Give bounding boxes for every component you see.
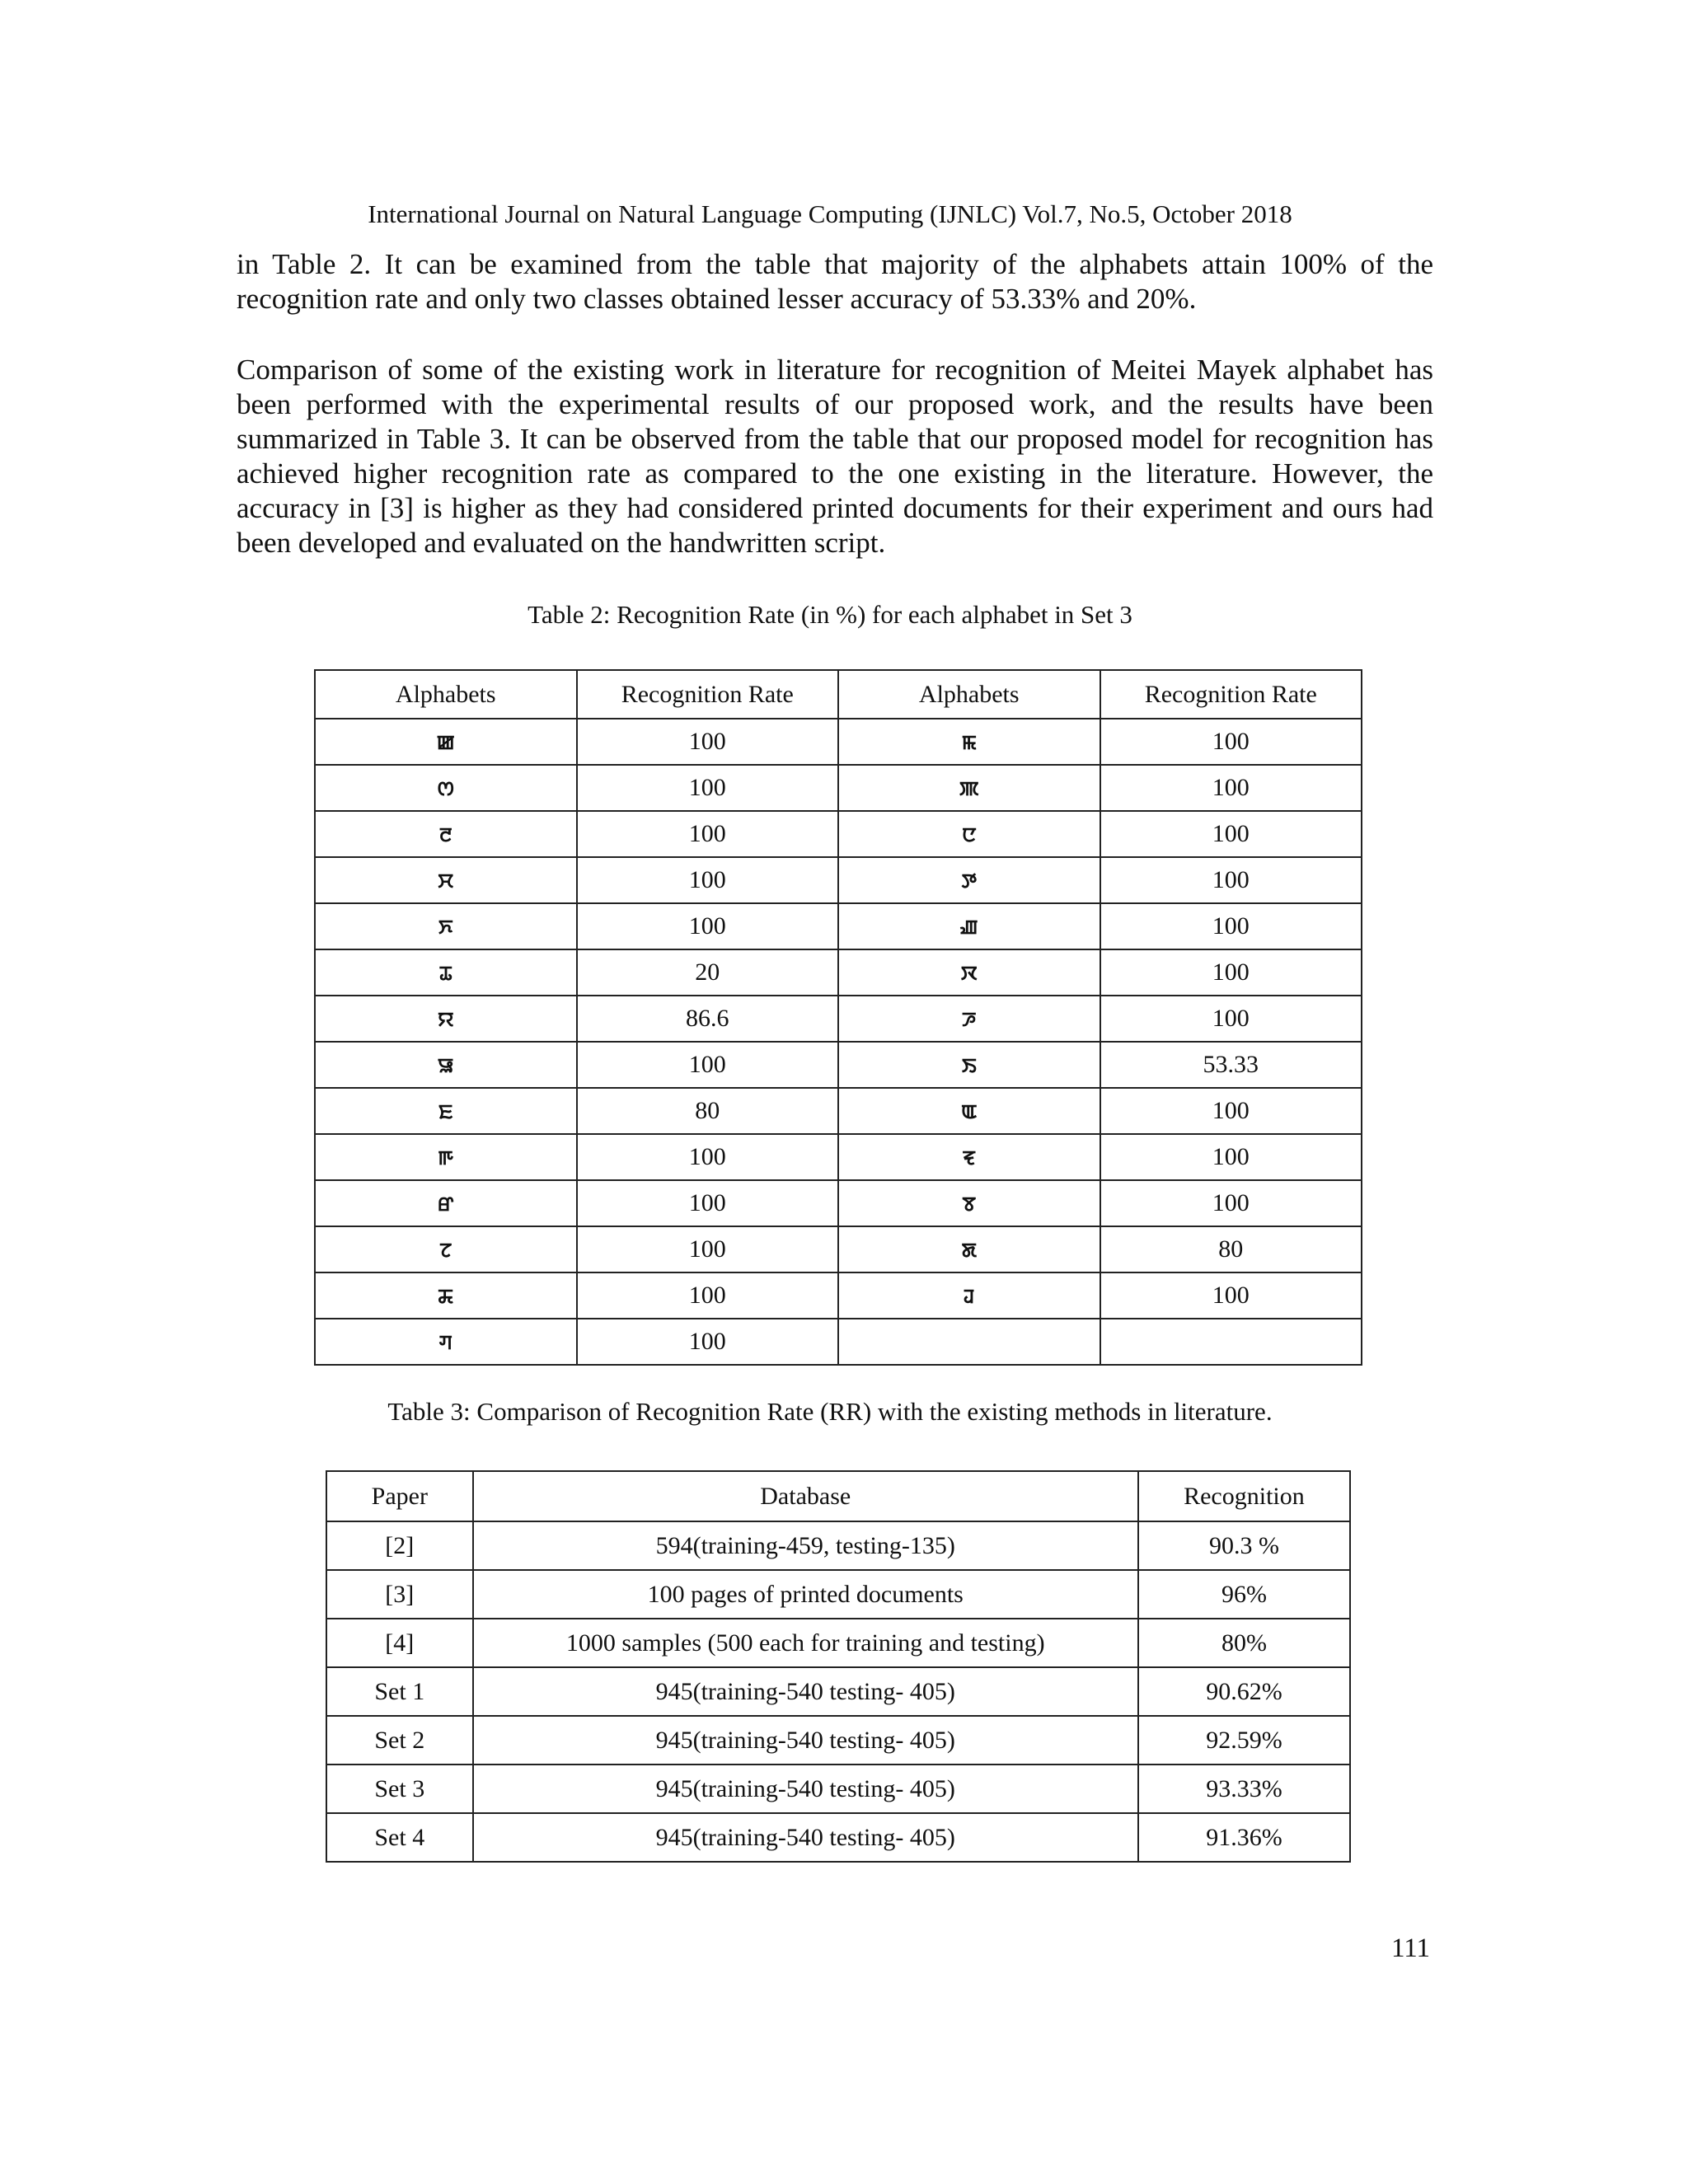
alphabet-glyph: ꯍ [962,1008,977,1031]
table-row [315,765,1362,811]
table-2-header-cell: Recognition Rate [577,670,839,719]
paper-cell: Set 4 [326,1813,473,1862]
recognition-rate-cell: 100 [1100,1088,1362,1134]
recognition-rate-cell: 100 [1100,857,1362,903]
recognition-rate-cell [1100,1319,1362,1365]
alphabet-cell [315,857,577,903]
recognition-cell: 90.3 % [1138,1521,1350,1570]
recognition-rate-cell: 86.6 [577,996,839,1042]
page-number: 111 [1391,1933,1431,1963]
table-row [315,949,1362,996]
table-2-header-cell: Recognition Rate [1100,670,1362,719]
table-3-header-cell: Database [473,1471,1138,1521]
alphabet-glyph: ꯈ [438,916,453,939]
recognition-rate-cell: 100 [1100,765,1362,811]
table-3-header-cell: Recognition [1138,1471,1350,1521]
alphabet-glyph: ꯏ [961,1054,977,1077]
alphabet-cell [315,1042,577,1088]
table-3-caption: Table 3: Comparison of Recognition Rate (RR) with the existing methods in literature. [387,1397,1273,1426]
alphabet-cell [315,949,577,996]
alphabet-glyph: ꯚ [438,1331,452,1354]
alphabet-cell [838,765,1100,811]
alphabet-cell [315,811,577,857]
alphabet-cell [315,1134,577,1180]
alphabet-glyph: ꯑ [961,1100,978,1123]
recognition-rate-cell: 100 [577,1319,839,1365]
alphabet-glyph: ꯆ [438,869,454,893]
alphabet-glyph: ꯇ [961,869,977,893]
alphabet-glyph: ꯙ [964,1285,975,1308]
recognition-cell: 91.36% [1138,1813,1350,1862]
alphabet-cell [315,1226,577,1272]
alphabet-glyph: ꯓ [962,1146,976,1169]
alphabet-glyph: ꯋ [960,962,978,985]
alphabet-glyph: ꯐ [438,1100,453,1123]
alphabet-glyph: ꯔ [437,1193,454,1216]
recognition-cell: 90.62% [1138,1667,1350,1716]
running-header: International Journal on Natural Language Computing (IJNLC) Vol.7, No.5, October 2018 [368,199,1292,228]
recognition-rate-cell: 100 [1100,719,1362,765]
table-2-header-cell: Alphabets [315,670,577,719]
alphabet-cell [838,1088,1100,1134]
table-row [315,1272,1362,1319]
table-row [315,1042,1362,1088]
table-row [315,1180,1362,1226]
recognition-rate-cell: 100 [1100,903,1362,949]
paragraph-1 [237,247,1433,316]
table-row [326,1619,1350,1667]
alphabet-glyph: ꯀ [436,731,455,754]
recognition-cell: 92.59% [1138,1716,1350,1765]
table-row [326,1570,1350,1619]
alphabet-glyph: ꯂ [438,823,452,846]
alphabet-cell [838,719,1100,765]
alphabet-glyph: ꯗ [961,1239,977,1262]
recognition-rate-cell: 100 [1100,996,1362,1042]
alphabet-cell [315,1272,577,1319]
database-cell: 594(training-459, testing-135) [473,1521,1138,1570]
recognition-rate-cell: 80 [1100,1226,1362,1272]
table-3 [326,1470,1351,1863]
alphabet-cell [838,811,1100,857]
alphabet-cell [838,1272,1100,1319]
alphabet-glyph: ꯅ [962,823,977,846]
recognition-cell: 96% [1138,1570,1350,1619]
paper-cell: [3] [326,1570,473,1619]
table-row [315,1134,1362,1180]
table-row [315,996,1362,1042]
recognition-rate-cell: 100 [1100,811,1362,857]
alphabet-glyph: ꯄ [959,777,979,800]
alphabet-glyph: ꯁ [437,777,454,800]
alphabet-cell [838,1319,1100,1365]
table-row [315,1088,1362,1134]
paragraph-1-text: in Table 2. It can be examined from the table that majority of the alphabets attain 100% of the recognition rate and only two classes obtained lesser accuracy of 53.33% and 20%. [237,248,1433,315]
alphabet-glyph: ꯊ [438,962,452,985]
recognition-rate-cell: 100 [577,1042,839,1088]
table-row [326,1521,1350,1570]
table-row [315,719,1362,765]
alphabet-cell [838,996,1100,1042]
table-row [326,1765,1350,1813]
alphabet-glyph: ꯖ [439,1239,452,1262]
alphabet-cell [838,1180,1100,1226]
table-2-header-row [315,670,1362,719]
database-cell: 945(training-540 testing- 405) [473,1813,1138,1862]
recognition-rate-cell: 100 [577,1134,839,1180]
alphabet-cell [315,719,577,765]
table-row [326,1716,1350,1765]
alphabet-cell [315,1180,577,1226]
alphabet-glyph: ꯘ [438,1285,454,1308]
table-row [315,1226,1362,1272]
recognition-rate-cell: 80 [577,1088,839,1134]
database-cell: 945(training-540 testing- 405) [473,1765,1138,1813]
alphabet-cell [838,1042,1100,1088]
database-cell: 945(training-540 testing- 405) [473,1716,1138,1765]
recognition-rate-cell: 100 [1100,1134,1362,1180]
recognition-cell: 93.33% [1138,1765,1350,1813]
table-2-body [315,719,1362,1365]
database-cell: 1000 samples (500 each for training and testing) [473,1619,1138,1667]
paper-cell: [4] [326,1619,473,1667]
alphabet-glyph: ꯃ [961,731,977,754]
paper-cell: Set 2 [326,1716,473,1765]
recognition-rate-cell: 53.33 [1100,1042,1362,1088]
table-3-header-row [326,1471,1350,1521]
alphabet-cell [315,1088,577,1134]
alphabet-cell [838,1134,1100,1180]
table-row [315,857,1362,903]
alphabet-glyph: ꯎ [438,1054,454,1077]
alphabet-glyph: ꯉ [959,916,978,939]
recognition-rate-cell: 100 [577,857,839,903]
database-cell: 945(training-540 testing- 405) [473,1667,1138,1716]
recognition-rate-cell: 100 [577,1180,839,1226]
recognition-rate-cell: 100 [577,1226,839,1272]
table-row [315,903,1362,949]
recognition-rate-cell: 20 [577,949,839,996]
recognition-rate-cell: 100 [577,811,839,857]
alphabet-cell [315,903,577,949]
recognition-cell: 80% [1138,1619,1350,1667]
table-row [326,1667,1350,1716]
recognition-rate-cell: 100 [577,765,839,811]
recognition-rate-cell: 100 [577,903,839,949]
paper-cell: Set 3 [326,1765,473,1813]
table-row [326,1813,1350,1862]
alphabet-cell [315,996,577,1042]
table-2-header-cell: Alphabets [838,670,1100,719]
paragraph-2-text: Comparison of some of the existing work in literature for recognition of Meitei Mayek alphabet has been performed with the experimental results of our proposed work, and the results have been summarized in Table 3. It can be observed from the table that our proposed model for recognition has achieved higher recognition rate as compared to the one existing in the literature. However, the accuracy in [3] is higher as they had considered printed documents for their experiment and ours had been developed and evaluated on the handwritten script. [237,354,1433,559]
table-3-body [326,1521,1350,1862]
alphabet-cell [838,903,1100,949]
database-cell: 100 pages of printed documents [473,1570,1138,1619]
alphabet-glyph: ꯕ [962,1193,976,1216]
table-2 [314,669,1362,1366]
recognition-rate-cell: 100 [1100,1180,1362,1226]
table-2-caption: Table 2: Recognition Rate (in %) for each alphabet in Set 3 [528,600,1132,629]
table-row [315,811,1362,857]
table-row [315,1319,1362,1365]
table-3-header-cell: Paper [326,1471,473,1521]
alphabet-glyph: ꯒ [438,1146,454,1169]
alphabet-cell [838,1226,1100,1272]
recognition-rate-cell: 100 [577,1272,839,1319]
recognition-rate-cell: 100 [577,719,839,765]
alphabet-cell [838,949,1100,996]
alphabet-cell [315,765,577,811]
paper-cell: Set 1 [326,1667,473,1716]
paper-cell: [2] [326,1521,473,1570]
alphabet-cell [315,1319,577,1365]
alphabet-cell [838,857,1100,903]
paragraph-2 [237,353,1433,560]
recognition-rate-cell: 100 [1100,949,1362,996]
recognition-rate-cell: 100 [1100,1272,1362,1319]
alphabet-glyph: ꯌ [437,1008,454,1031]
